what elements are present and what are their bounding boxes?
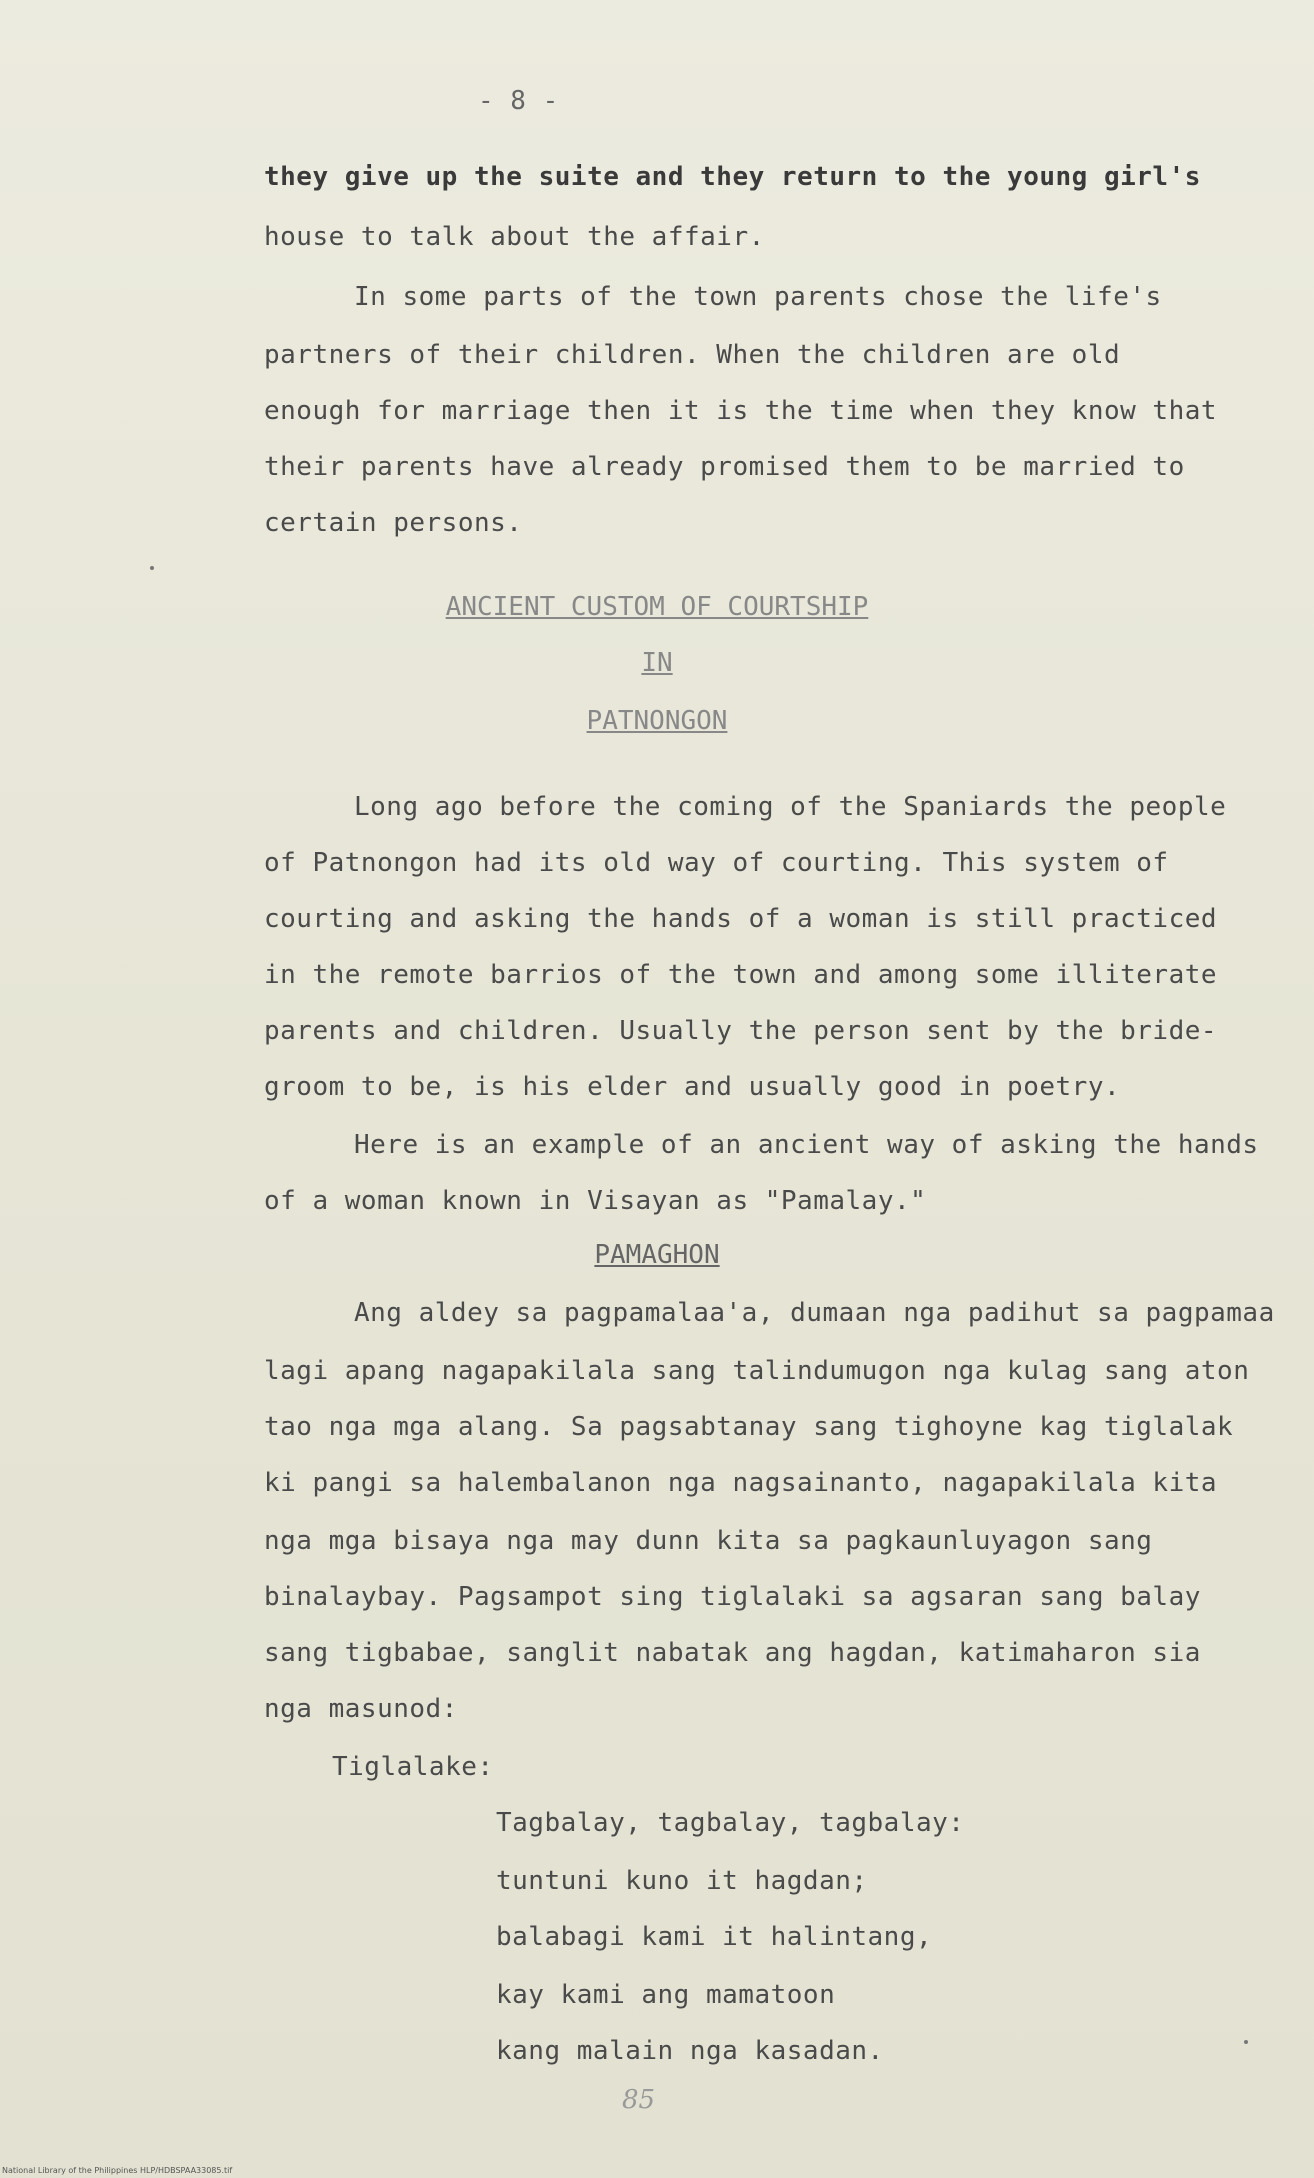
handwritten-page-number: 85	[622, 2085, 656, 2115]
text-line: binalaybay. Pagsampot sing tiglalaki sa agsaran sang balay	[264, 1582, 1201, 1612]
text-line: tao nga mga alang. Sa pagsabtanay sang tighoyne kag tiglalak	[264, 1412, 1234, 1442]
text-line: nga mga bisaya nga may dunn kita sa pagkaunluyagon sang	[264, 1526, 1153, 1556]
text-line: Here is an example of an ancient way of asking the hands	[354, 1130, 1259, 1160]
text-line: sang tigbabae, sanglit nabatak ang hagdan, katimaharon sia	[264, 1638, 1201, 1668]
section-title: ANCIENT CUSTOM OF COURTSHIP	[445, 592, 869, 622]
text-line: house to talk about the affair.	[264, 222, 765, 252]
text-line: groom to be, is his elder and usually good in poetry.	[264, 1072, 1121, 1102]
poem-verse: balabagi kami it halintang,	[496, 1922, 933, 1952]
text-line: Long ago before the coming of the Spaniards the people	[354, 792, 1227, 822]
text-line: certain persons.	[264, 508, 523, 538]
text-line: they give up the suite and they return to the young girl's	[264, 162, 1201, 192]
poem-verse: tuntuni kuno it hagdan;	[496, 1866, 868, 1896]
text-line: enough for marriage then it is the time when they know that	[264, 396, 1218, 426]
section-title: PATNONGON	[586, 706, 728, 736]
text-line: partners of their children. When the children are old	[264, 340, 1121, 370]
text-line: ki pangi sa halembalanon nga nagsainanto, nagapakilala kita	[264, 1468, 1218, 1498]
scan-footer: National Library of the Philippines HLP/HDBSPAA33085.tif	[2, 2166, 233, 2175]
text-line: lagi apang nagapakilala sang talindumugon nga kulag sang aton	[264, 1356, 1250, 1386]
text-line: Ang aldey sa pagpamalaa'a, dumaan nga padihut sa pagpamaa	[354, 1298, 1275, 1328]
text-line: in the remote barrios of the town and among some illiterate	[264, 960, 1218, 990]
page-marker: - 8 -	[478, 86, 559, 116]
text-line: nga masunod:	[264, 1694, 458, 1724]
text-line: of a woman known in Visayan as "Pamalay."	[264, 1186, 927, 1216]
text-line: of Patnongon had its old way of courting. This system of	[264, 848, 1169, 878]
poem-speaker: Tiglalake:	[332, 1752, 494, 1782]
subheading: PAMAGHON	[594, 1240, 720, 1270]
text-line: In some parts of the town parents chose the life's	[354, 282, 1162, 312]
text-line: courting and asking the hands of a woman is still practiced	[264, 904, 1218, 934]
paper-speck	[150, 566, 154, 570]
paper-speck	[1244, 2040, 1248, 2044]
poem-verse: Tagbalay, tagbalay, tagbalay:	[496, 1808, 965, 1838]
poem-verse: kang malain nga kasadan.	[496, 2036, 884, 2066]
poem-verse: kay kami ang mamatoon	[496, 1980, 836, 2010]
section-title: IN	[641, 648, 673, 678]
text-line: their parents have already promised them to be married to	[264, 452, 1185, 482]
text-line: parents and children. Usually the person sent by the bride-	[264, 1016, 1218, 1046]
